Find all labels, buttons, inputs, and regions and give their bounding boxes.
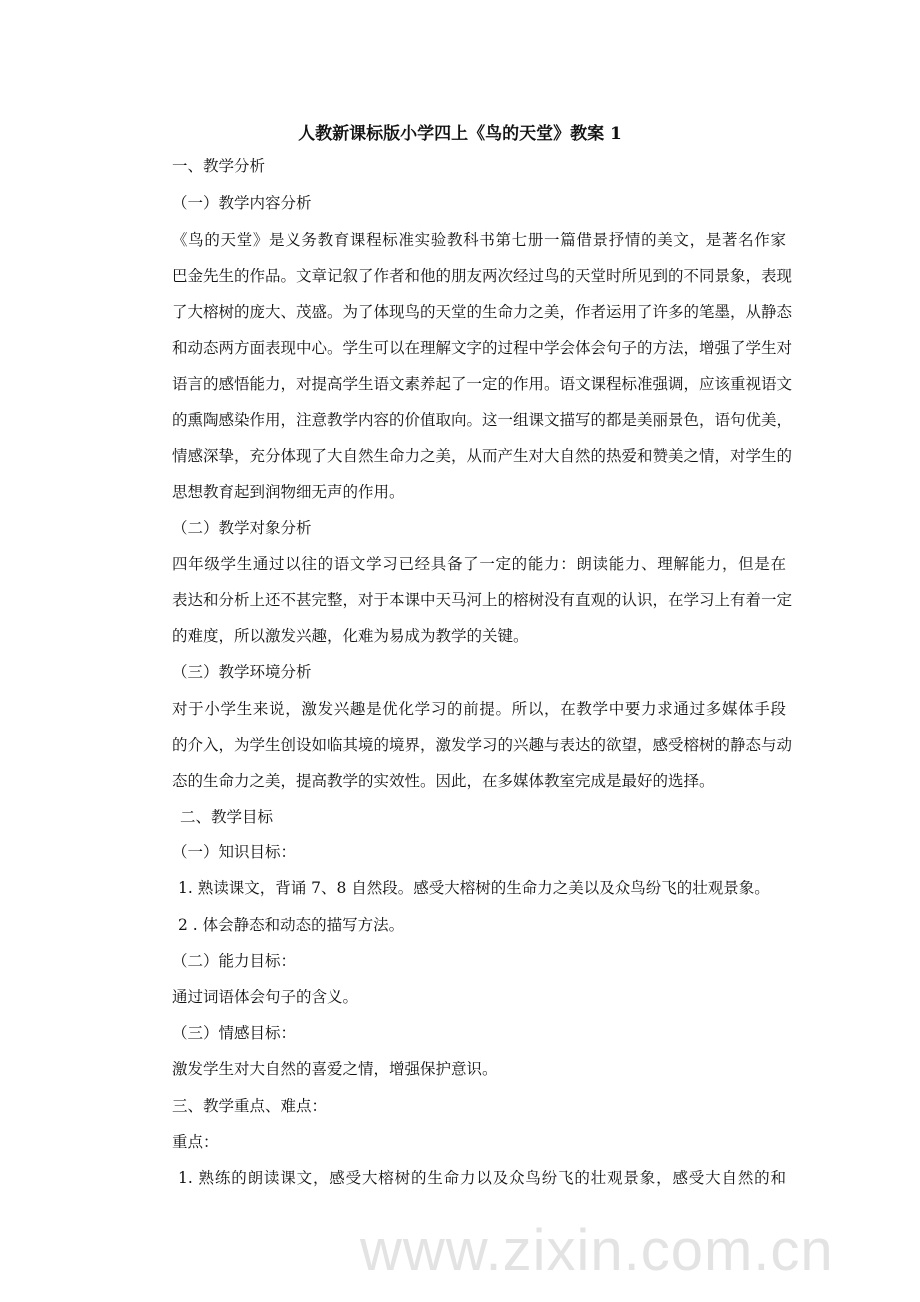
paragraph-line: 巴金先生的作品。文章记叙了作者和他的朋友两次经过鸟的天堂时所见到的不同景象，表现 xyxy=(172,267,793,285)
subsection-heading: （三）教学环境分析 xyxy=(172,663,312,681)
list-item: 1. 熟练的朗读课文，感受大榕树的生命力以及众鸟纷飞的壮观景象，感受大自然的和 xyxy=(178,1169,786,1187)
list-item: 2 . 体会静态和动态的描写方法。 xyxy=(178,916,405,934)
paragraph-line: 和动态两方面表现中心。学生可以在理解文字的过程中学会体会句子的方法，增强了学生对 xyxy=(172,339,793,357)
paragraph-line: 四年级学生通过以往的语文学习已经具备了一定的能力：朗读能力、理解能力，但是在 xyxy=(172,555,786,573)
document-title: 人教新课标版小学四上《鸟的天堂》教案 1 xyxy=(298,124,622,144)
paragraph-line: 的难度，所以激发兴趣，化难为易成为教学的关键。 xyxy=(172,627,529,645)
paragraph-line: 了大榕树的庞大、茂盛。为了体现鸟的天堂的生命力之美，作者运用了许多的笔墨，从静态 xyxy=(172,303,793,321)
paragraph-line: 语言的感悟能力，对提高学生语文素养起了一定的作用。语文课程标准强调，应该重视语文 xyxy=(172,375,793,393)
subsection-heading: 重点： xyxy=(172,1133,219,1151)
subsection-heading: （二）能力目标： xyxy=(172,952,297,970)
paragraph-line: 情感深挚，充分体现了大自然生命力之美，从而产生对大自然的热爱和赞美之情，对学生的 xyxy=(172,447,793,465)
paragraph-line: 的熏陶感染作用，注意教学内容的价值取向。这一组课文描写的都是美丽景色，语句优美， xyxy=(172,411,793,429)
subsection-heading: （二）教学对象分析 xyxy=(172,519,312,537)
paragraph-line: 思想教育起到润物细无声的作用。 xyxy=(172,483,405,501)
list-item: 1. 熟读课文，背诵 7、8 自然段。感受大榕树的生命力之美以及众鸟纷飞的壮观景象。 xyxy=(178,879,770,897)
paragraph-line: 激发学生对大自然的喜爱之情，增强保护意识。 xyxy=(172,1060,498,1078)
watermark: www.zixin.com.cn xyxy=(360,1218,834,1283)
section-heading: 三、教学重点、难点： xyxy=(172,1097,328,1115)
paragraph-line: 的介入，为学生创设如临其境的境界，激发学习的兴趣与表达的欲望，感受榕树的静态与动 xyxy=(172,736,793,754)
paragraph-line: 表达和分析上还不甚完整，对于本课中天马河上的榕树没有直观的认识，在学习上有着一定 xyxy=(172,591,793,609)
subsection-heading: （一）教学内容分析 xyxy=(172,194,312,212)
paragraph-line: 《鸟的天堂》是义务教育课程标准实验教科书第七册一篇借景抒情的美文，是著名作家 xyxy=(172,231,786,249)
paragraph-line: 对于小学生来说，激发兴趣是优化学习的前提。所以，在教学中要力求通过多媒体手段 xyxy=(172,700,786,718)
section-heading: 一、教学分析 xyxy=(172,157,266,175)
subsection-heading: （三）情感目标： xyxy=(172,1024,297,1042)
section-heading: 二、教学目标 xyxy=(180,808,274,826)
paragraph-line: 通过词语体会句子的含义。 xyxy=(172,988,359,1006)
subsection-heading: （一）知识目标： xyxy=(172,843,297,861)
paragraph-line: 态的生命力之美，提高教学的实效性。因此，在多媒体教室完成是最好的选择。 xyxy=(172,772,715,790)
